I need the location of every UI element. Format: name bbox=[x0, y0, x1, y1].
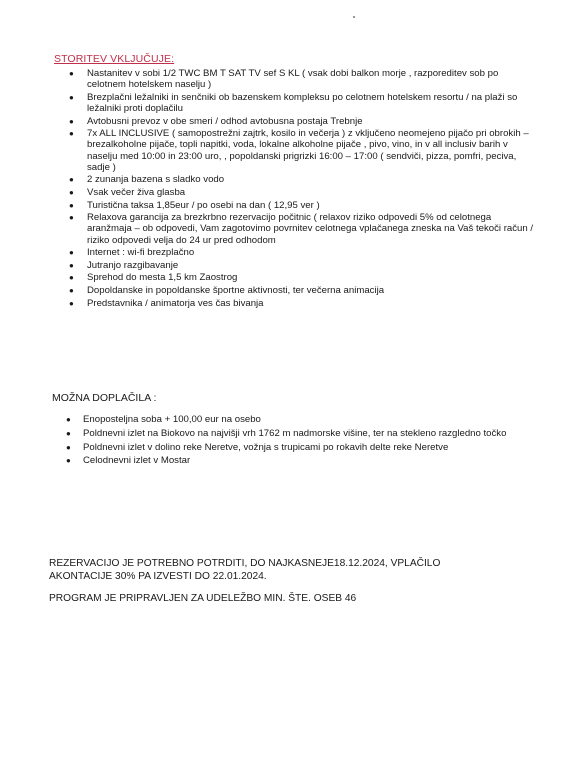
bullet-icon: ● bbox=[69, 248, 74, 258]
optional-extras-list bbox=[64, 414, 514, 469]
list-item: ● Brezplačni ležalniki in senčniki ob bazenskem kompleksu po celotnem hotelskem resortu / na plaži so ležalniki proti doplačilu bbox=[69, 91, 518, 114]
list-item: ● Sprehod do mesta 1,5 km Zaostrog bbox=[69, 272, 238, 284]
list-item: ● Predstavnika / animatorja ves čas bivanja bbox=[69, 297, 264, 309]
list-item: ● Internet : wi-fi brezplačno bbox=[69, 247, 195, 259]
bullet-icon: ● bbox=[69, 213, 74, 223]
bullet-icon: ● bbox=[69, 92, 74, 102]
bullet-icon: ● bbox=[69, 175, 74, 185]
list-item: ● Dopoldanske in popoldanske športne aktivnosti, ter večerna animacija bbox=[69, 284, 385, 296]
list-item: ● Vsak večer živa glasba bbox=[69, 186, 186, 198]
bullet-icon: ● bbox=[69, 273, 74, 283]
list-item: ● Poldnevni izlet na Biokovo na najvišji vrh 1762 m nadmorske višine, ter na stekleno razgledno točko bbox=[66, 427, 507, 439]
included-services-heading: STORITEV VKLJUČUJE: bbox=[54, 53, 175, 65]
list-item: ● Jutranjo razgibavanje bbox=[69, 259, 179, 271]
bullet-icon: ● bbox=[69, 260, 74, 270]
bullet-icon: ● bbox=[69, 69, 74, 78]
bullet-icon: ● bbox=[69, 129, 74, 139]
bullet-icon: ● bbox=[66, 428, 71, 438]
scan-speck bbox=[353, 16, 355, 18]
list-item: ● Poldnevni izlet v dolino reke Neretve, vožnja s trupicami po rokavih delte reke Neretve bbox=[66, 441, 449, 453]
optional-extras-heading: MOŽNA DOPLAČILA : bbox=[52, 392, 157, 404]
list-item: ● Enoposteljna soba + 100,00 eur na osebo bbox=[66, 414, 261, 425]
list-item: ● Nastanitev v sobi 1/2 TWC BM T SAT TV sef S KL ( vsak dobi balkon morje , razporeditev sob po celotnem hotelskem naselju ) bbox=[69, 68, 499, 91]
included-services-list bbox=[64, 68, 534, 310]
list-item: ● Celodnevni izlet v Mostar bbox=[66, 455, 191, 467]
list-item: ● Avtobusni prevoz v obe smeri / odhod avtobusna postaja Trebnje bbox=[69, 115, 363, 127]
list-item: ● Relaxova garancija za brezkrbno rezervacijo počitnic ( relaxov riziko odpovedi 5% od celotnega aranžmaja – ob odpovedi, Vam zagotovimo povrnitev celotnega vplačanega zneska na Vaš tekoči račun / riziko odpovedi velja do 24 ur pred odhodom bbox=[69, 212, 534, 246]
bullet-icon: ● bbox=[69, 187, 74, 197]
bullet-icon: ● bbox=[69, 298, 74, 308]
bullet-icon: ● bbox=[69, 285, 74, 295]
reservation-note: REZERVACIJO JE POTREBNO POTRDITI, DO NAJKASNEJE18.12.2024, VPLAČILO AKONTACIJE 30% PA IZVESTI DO 22.01.2024. bbox=[49, 558, 441, 582]
bullet-icon: ● bbox=[66, 456, 71, 466]
bullet-icon: ● bbox=[69, 200, 74, 210]
bullet-icon: ● bbox=[69, 116, 74, 126]
list-item: ● 2 zunanja bazena s sladko vodo bbox=[69, 174, 225, 186]
list-item: ● 7x ALL INCLUSIVE ( samopostrežni zajtrk, kosilo in večerja ) z vključeno neomejeno pijačo pri obrokih – brezalkoholne pijače, topli napitki, voda, lokalne alkoholne pijače , pivo, vino, in v all inclusiv barih v naselju med 10:00 in 23:00 uro, , popoldanski prigrizki 16:00 – 17:00 ( sendviči, pizza, pomfri, peciva, sadje ) bbox=[69, 128, 529, 173]
bullet-icon: ● bbox=[66, 442, 71, 452]
bullet-icon: ● bbox=[66, 415, 71, 424]
program-note: PROGRAM JE PRIPRAVLJEN ZA UDELEŽBO MIN. ŠTE. OSEB 46 bbox=[49, 593, 357, 604]
list-item: ● Turistična taksa 1,85eur / po osebi na dan ( 12,95 ver ) bbox=[69, 199, 320, 211]
